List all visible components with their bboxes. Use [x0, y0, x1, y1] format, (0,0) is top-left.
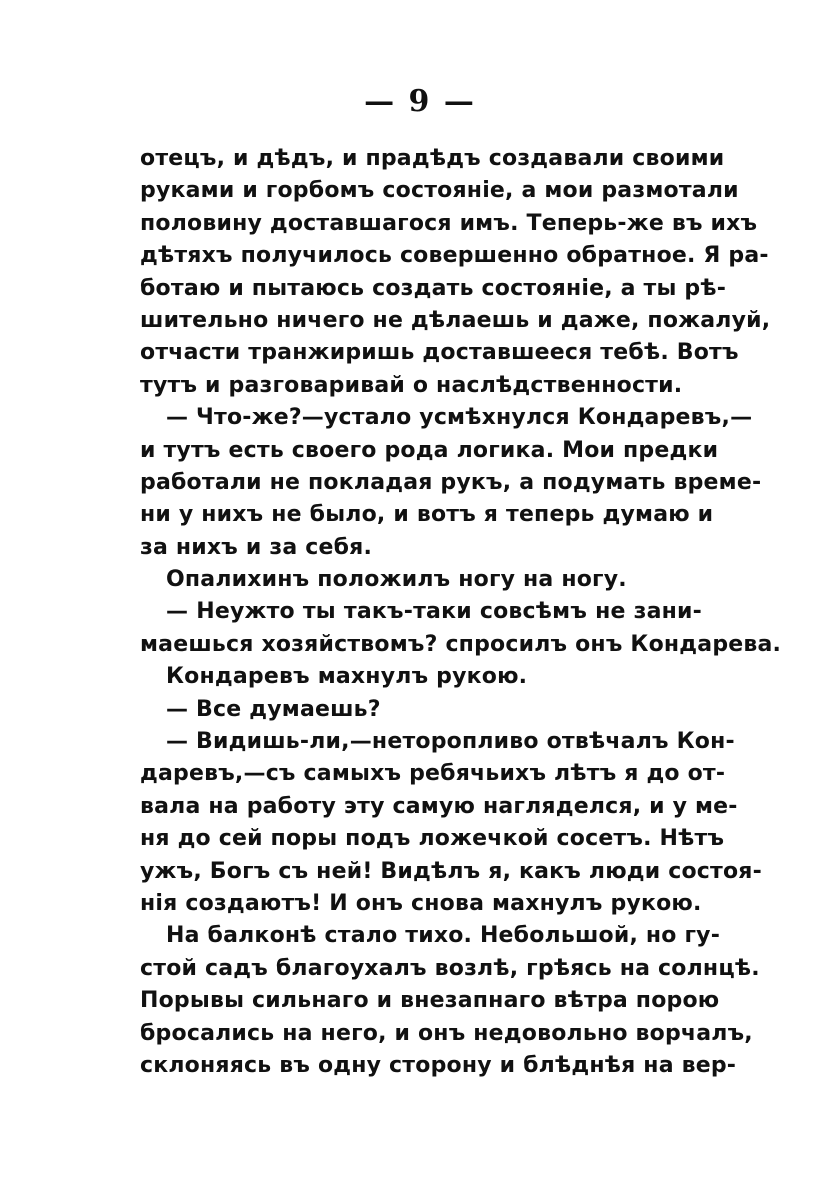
text-line: склоняясь въ одну сторону и блѣднѣя на вер- — [140, 1052, 737, 1078]
text-line: Кондаревъ махнулъ рукою. — [166, 664, 528, 690]
text-line: бросались на него, и онъ недовольно ворчалъ, — [140, 1020, 753, 1046]
text-line: даревъ,—съ самыхъ ребячьихъ лѣтъ я до от- — [140, 761, 726, 787]
text-line: маешься хозяйствомъ? спросилъ онъ Кондарева. — [140, 631, 782, 657]
text-line: работали не покладая рукъ, а подумать време- — [140, 469, 762, 495]
text-line: ни у нихъ не было, и вотъ я теперь думаю и — [140, 502, 714, 528]
text-line: руками и горбомъ состояніе, а мои размотали — [140, 178, 739, 204]
text-line: ужъ, Богъ съ ней! Видѣлъ я, какъ люди состоя- — [140, 858, 762, 884]
page-number: — 9 — — [364, 84, 476, 119]
text-line: отецъ, и дѣдъ, и прадѣдъ создавали своими — [140, 146, 725, 171]
text-line: дѣтяхъ получилось совершенно обратное. Я ра- — [140, 243, 769, 269]
body-text — [140, 143, 782, 1082]
text-line: отчасти транжиришь доставшееся тебѣ. Вотъ — [140, 340, 739, 366]
text-line: Опалихинъ положилъ ногу на ногу. — [166, 567, 627, 593]
text-line: половину доставшагося имъ. Теперь-же въ ихъ — [140, 210, 758, 236]
text-line: ня до сей поры подъ ложечкой сосетъ. Нѣтъ — [140, 826, 725, 852]
text-line: вала на работу эту самую нагляделся, и у ме- — [140, 793, 738, 819]
text-line: нія создаютъ! И онъ снова махнулъ рукою. — [140, 890, 702, 916]
text-line: На балконѣ стало тихо. Небольшой, но гу- — [166, 923, 721, 949]
text-line: — Все думаешь? — [166, 696, 381, 722]
text-line: тутъ и разговаривай о наслѣдственности. — [140, 372, 683, 398]
text-line: за нихъ и за себя. — [140, 534, 373, 560]
text-line: ботаю и пытаюсь создать состояніе, а ты рѣ- — [140, 275, 727, 301]
text-line: Порывы сильнаго и внезапнаго вѣтра порою — [140, 988, 720, 1014]
text-line: и тутъ есть своего рода логика. Мои предки — [140, 437, 719, 463]
text-line: — Что-же?—устало усмѣхнулся Кондаревъ,— — [166, 405, 753, 431]
text-line: — Неужто ты такъ-таки совсѣмъ не зани- — [166, 599, 702, 625]
text-line: стой садъ благоухалъ возлѣ, грѣясь на солнцѣ. — [140, 955, 760, 981]
text-line: шительно ничего не дѣлаешь и даже, пожалуй, — [140, 307, 771, 333]
text-line: — Видишь-ли,—неторопливо отвѣчалъ Кон- — [166, 729, 735, 755]
